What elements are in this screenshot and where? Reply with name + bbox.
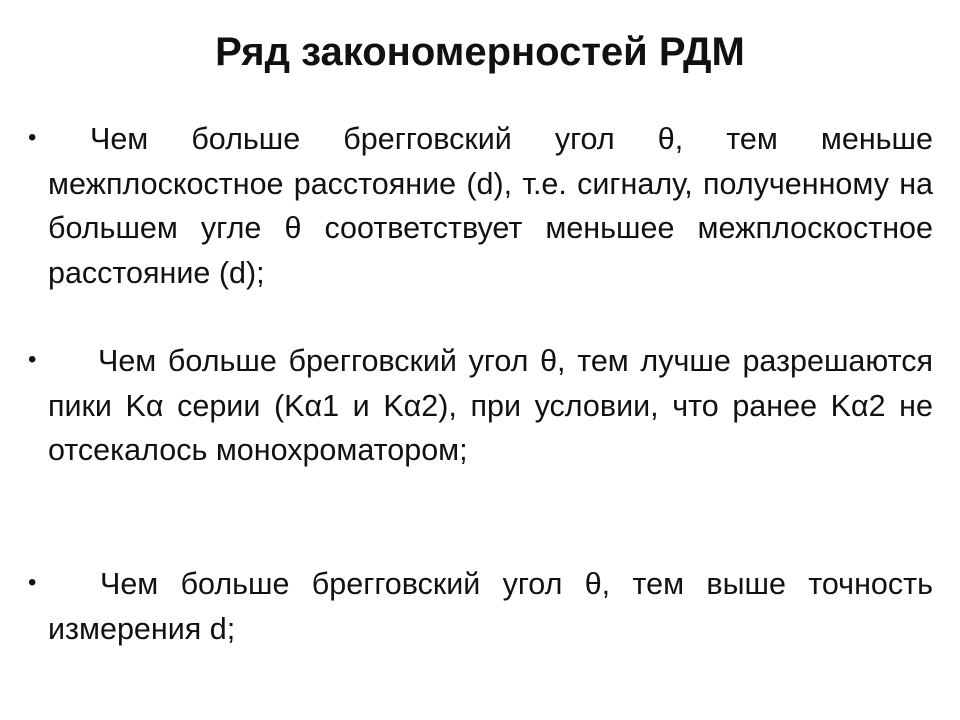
bullet-text: Чем больше брегговский угол θ, тем меньше межплоскостное расстояние (d), т.е. сигналу, полученному на большем угле θ соответствует меньшее межплоскостное расстояние (d); <box>48 122 933 290</box>
bullet-text: Чем больше брегговский угол θ, тем лучше разрешаются пики Kα серии (Kα1 и Kα2), при условии, что ранее Kα2 не отсекалось монохроматором; <box>48 344 933 467</box>
bullet-marker-icon: • <box>28 569 37 596</box>
bullet-marker-icon: • <box>28 346 37 373</box>
bullet-text: Чем больше брегговский угол θ, тем выше точность измерения d; <box>48 567 933 646</box>
slide-title: Ряд закономерностей РДМ <box>215 30 745 74</box>
bullet-marker-icon: • <box>28 124 37 151</box>
